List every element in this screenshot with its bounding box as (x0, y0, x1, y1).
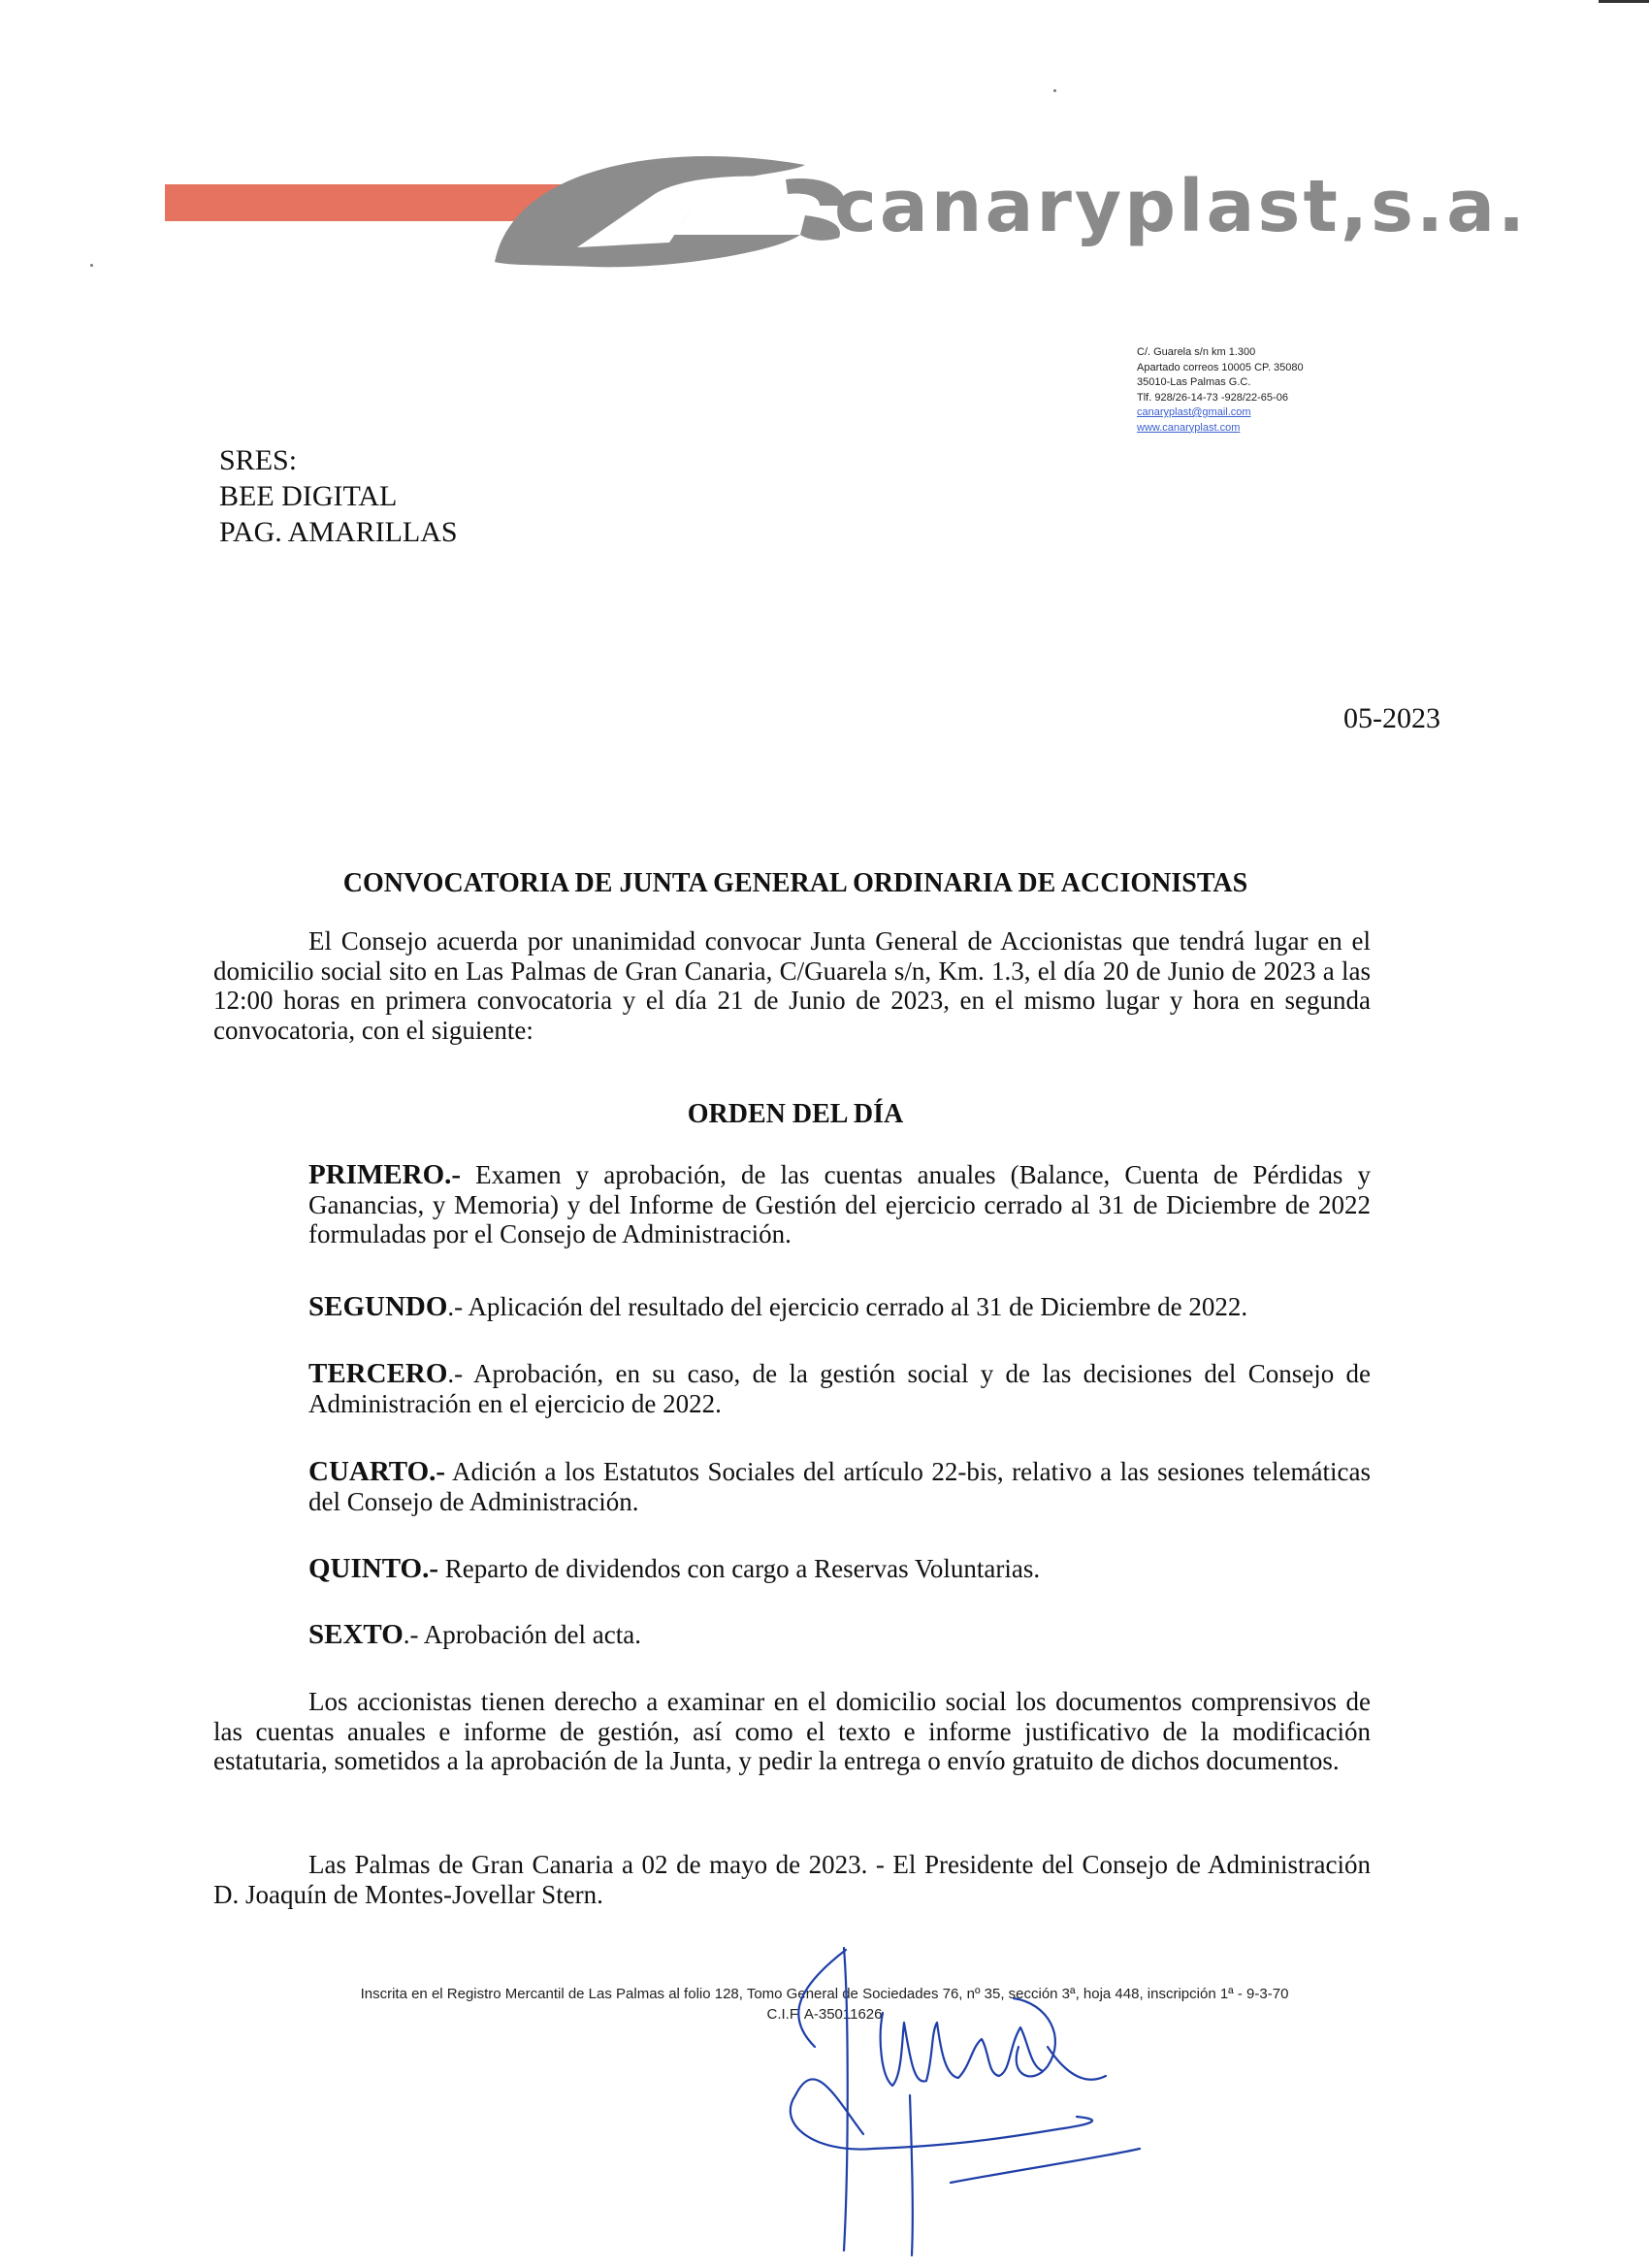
company-logo (165, 146, 1529, 272)
agenda-item-segundo (308, 1292, 1371, 1322)
document-reference: 05-2023 (1343, 702, 1440, 734)
closing-paragraph: Las Palmas de Gran Canaria a 02 de mayo de 2023. - El Presidente del Consejo de Administración D. Joaquín de Montes-Jovellar Stern. (213, 1850, 1371, 1909)
agenda-item-text: Reparto de dividendos con cargo a Reservas Voluntarias. (438, 1554, 1041, 1583)
address-line: C/. Guarela s/n km 1.300 (1137, 346, 1256, 358)
agenda-item-primero (308, 1160, 1371, 1249)
agenda-item-sexto (308, 1620, 1371, 1650)
agenda-title: ORDEN DEL DÍA (687, 1099, 904, 1129)
agenda-item-text: .- Aprobación, en su caso, de la gestión social y de las decisiones del Consejo de Administración en el ejercicio de 2022. (308, 1359, 1371, 1418)
agenda-item-cuarto (308, 1457, 1371, 1516)
agenda-item-label: CUARTO.- (308, 1456, 446, 1487)
recipient-line: SRES: (219, 444, 298, 476)
document-title: CONVOCATORIA DE JUNTA GENERAL ORDINARIA DE ACCIONISTAS (342, 868, 1248, 898)
intro-paragraph: El Consejo acuerda por unanimidad convocar Junta General de Accionistas que tendrá lugar en el domicilio social sito en Las Palmas de Gran Canaria, C/Guarela s/n, Km. 1.3, el día 20 de Junio de 2023 a las 12:00 horas en primera convocatoria y el día 21 de Junio de 2023, en el mismo lugar y hora en segunda convocatoria, con el siguiente: (213, 926, 1371, 1045)
logo-wordmark: canaryplast,s.a. (834, 165, 1529, 248)
handwritten-signature-icon (757, 1930, 1164, 2260)
scan-speck (90, 264, 93, 267)
agenda-item-tercero (308, 1359, 1371, 1418)
agenda-item-text: Examen y aprobación, de las cuentas anuales (Balance, Cuenta de Pérdidas y Ganancias, y Memoria) y del Informe de Gestión del ejercicio cerrado al 31 de Diciembre de 2022 formuladas por el Consejo de Administración. (308, 1160, 1371, 1248)
page-edge-mark (1599, 0, 1649, 3)
website-link[interactable]: www.canaryplast.com (1137, 421, 1241, 434)
agenda-item-text: Adición a los Estatutos Sociales del artículo 22-bis, relativo a las sesiones telemáticas del Consejo de Administración. (308, 1457, 1371, 1516)
company-address-block (1137, 345, 1457, 436)
agenda-item-label: PRIMERO.- (308, 1159, 462, 1190)
recipient-block (219, 442, 458, 550)
scan-speck (1053, 89, 1056, 92)
agenda-item-label: QUINTO.- (308, 1553, 439, 1584)
agenda-item-label: SEGUNDO (308, 1291, 448, 1322)
recipient-line: BEE DIGITAL (219, 480, 398, 512)
phone-line: Tlf. 928/26-14-73 -928/22-65-06 (1137, 391, 1288, 404)
agenda-item-label: TERCERO (308, 1358, 448, 1389)
cif-line: C.I.F. A-35011626 (766, 2006, 883, 2023)
shareholder-rights-paragraph: Los accionistas tienen derecho a examinar en el domicilio social los documentos comprensivos de las cuentas anuales e informe de gestión, así como el texto e informe justificativo de la modificación estatutaria, sometidos a la aprobación de la Junta, y pedir la entrega o envío gratuito de dichos documentos. (213, 1687, 1371, 1775)
recipient-line: PAG. AMARILLAS (219, 516, 458, 548)
address-line: 35010-Las Palmas G.C. (1137, 376, 1251, 388)
email-link[interactable]: canaryplast@gmail.com (1137, 406, 1251, 418)
address-line: Apartado correos 10005 CP. 35080 (1137, 361, 1304, 373)
registry-line: Inscrita en el Registro Mercantil de Las Palmas al folio 128, Tomo General de Sociedades 76, nº 35, sección 3ª, hoja 448, inscripción 1ª - 9-3-70 (360, 1986, 1289, 2002)
agenda-item-quinto (308, 1554, 1371, 1584)
agenda-item-label: SEXTO (308, 1619, 404, 1650)
agenda-item-text: .- Aplicación del resultado del ejercicio cerrado al 31 de Diciembre de 2022. (447, 1292, 1248, 1321)
agenda-item-text: .- Aprobación del acta. (403, 1620, 641, 1649)
logo-swoosh-icon (485, 146, 892, 272)
